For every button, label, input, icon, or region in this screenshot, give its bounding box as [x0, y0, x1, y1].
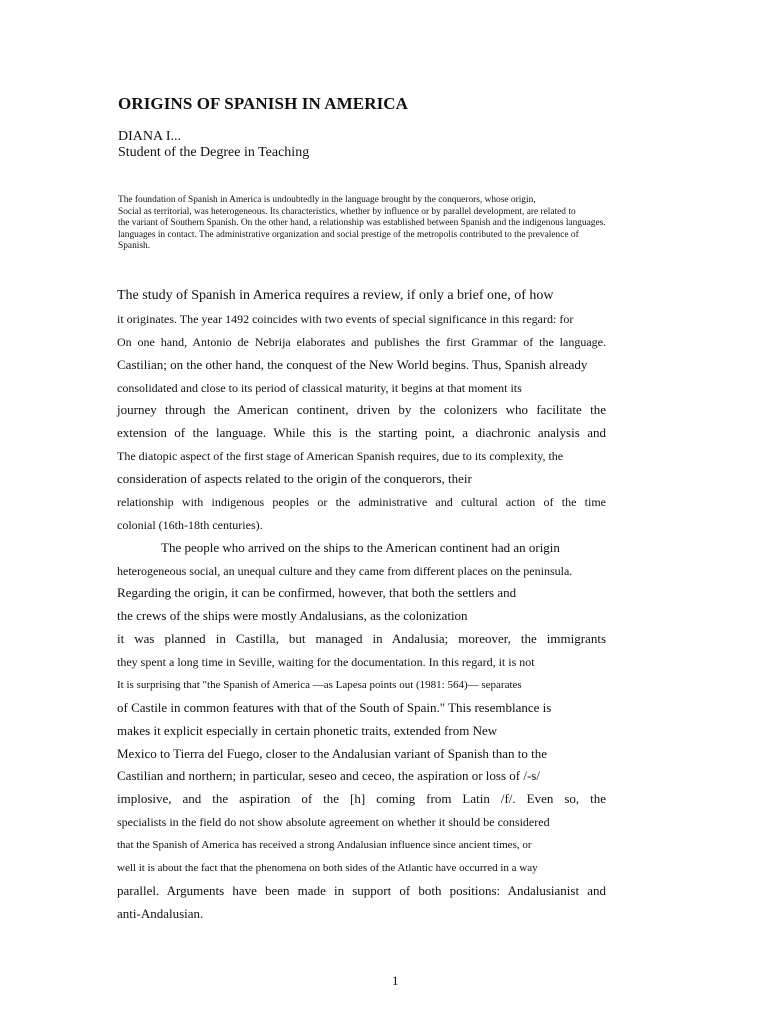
- author-block: [118, 129, 309, 161]
- body-line: specialists in the field do not show absolute agreement on whether it should be considered: [117, 815, 550, 829]
- document-title: ORIGINS OF SPANISH IN AMERICA: [118, 94, 409, 113]
- abstract-line: languages in contact. The administrative organization and social prestige of the metropolis contributed to the prevalence of: [118, 229, 579, 240]
- page-number: 1: [392, 973, 399, 988]
- body-line: consolidated and close to its period of classical maturity, it begins at that moment its: [117, 381, 522, 395]
- body-line: that the Spanish of America has received a strong Andalusian influence since ancient times, or: [117, 839, 532, 851]
- body-line: consideration of aspects related to the origin of the conquerors, their: [117, 471, 472, 486]
- body-line: of Castile in common features with that of the South of Spain." This resemblance is: [117, 700, 552, 715]
- abstract: [118, 195, 638, 253]
- body-line: makes it explicit especially in certain phonetic traits, extended from New: [117, 723, 498, 738]
- body-line: anti-Andalusian.: [117, 906, 204, 921]
- body-line: On one hand, Antonio de Nebrija elaborates and publishes the first Grammar of the language.: [117, 335, 606, 349]
- body-line: It is surprising that "the Spanish of America —as Lapesa points out (1981: 564)— separates: [117, 679, 522, 691]
- body-line-indented: The people who arrived on the ships to the American continent had an origin: [161, 540, 560, 555]
- abstract-line: the variant of Southern Spanish. On the other hand, a relationship was established between Spanish and the indigenous languages.: [118, 218, 606, 229]
- body-line: well it is about the fact that the phenomena on both sides of the Atlantic have occurred in a way: [117, 862, 538, 874]
- body-line: Regarding the origin, it can be confirmed, however, that both the settlers and: [117, 585, 517, 600]
- body-line: the crews of the ships were mostly Andalusians, as the colonization: [117, 608, 468, 623]
- body-line: colonial (16th-18th centuries).: [117, 518, 263, 532]
- body-line: The diatopic aspect of the first stage of American Spanish requires, due to its complexity, the: [117, 449, 564, 463]
- body-line: relationship with indigenous peoples or the administrative and cultural action of the time: [117, 495, 606, 509]
- body-line: Castilian and northern; in particular, seseo and ceceo, the aspiration or loss of /-s/: [117, 768, 540, 783]
- body-line: parallel. Arguments have been made in support of both positions: Andalusianist and: [117, 883, 606, 898]
- body-line: extension of the language. While this is the starting point, a diachronic analysis and: [117, 425, 606, 440]
- body-line: they spent a long time in Seville, waiting for the documentation. In this regard, it is not: [117, 655, 535, 669]
- author-name: DIANA I...: [118, 129, 181, 144]
- body-line: The study of Spanish in America requires a review, if only a brief one, of how: [117, 288, 554, 303]
- author-affiliation: Student of the Degree in Teaching: [118, 145, 310, 160]
- body-line: journey through the American continent, driven by the colonizers who facilitate the: [117, 402, 606, 417]
- abstract-line: The foundation of Spanish in America is undoubtedly in the language brought by the conquerors, whose origin,: [118, 195, 536, 205]
- body-line: Castilian; on the other hand, the conquest of the New World begins. Thus, Spanish already: [117, 357, 588, 372]
- body-line: heterogeneous social, an unequal culture and they came from different places on the peninsula.: [117, 564, 573, 578]
- abstract-line: Social as territorial, was heterogeneous. Its characteristics, whether by influence or by parallel development, are related to: [118, 206, 576, 217]
- body-line: Mexico to Tierra del Fuego, closer to the Andalusian variant of Spanish than to the: [117, 746, 548, 761]
- abstract-line: Spanish.: [118, 241, 151, 252]
- body-line: it was planned in Castilla, but managed in Andalusia; moreover, the immigrants: [117, 631, 606, 646]
- body-line: it originates. The year 1492 coincides with two events of special significance in this regard: for: [117, 312, 574, 326]
- body-line: implosive, and the aspiration of the [h] coming from Latin /f/. Even so, the: [117, 791, 606, 806]
